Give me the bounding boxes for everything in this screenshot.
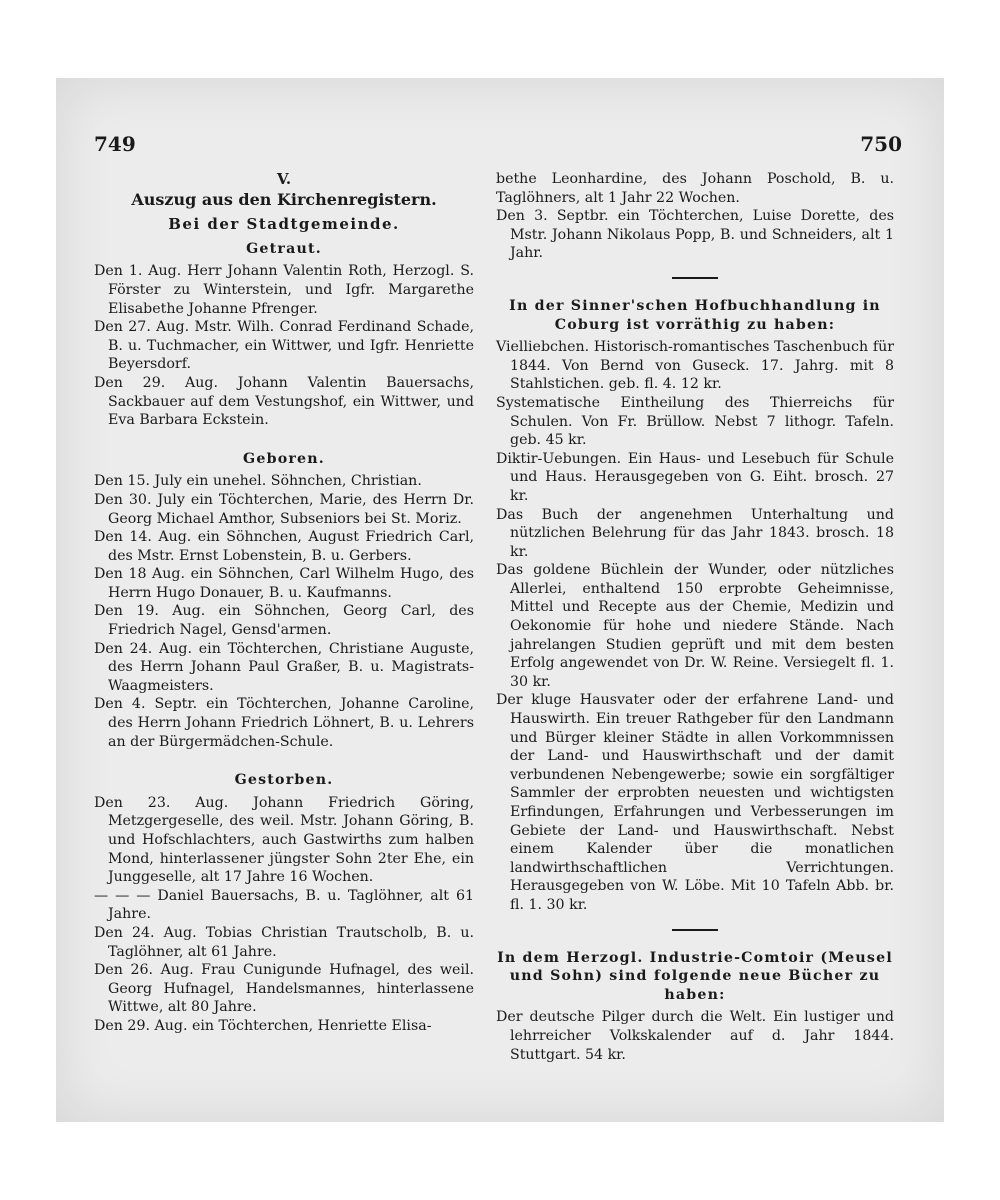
geboren-entry: Den 24. Aug. ein Töchterchen, Christiane Auguste, des Herrn Johann Paul Graßer, B. u. Magistrats-Waagmeisters. [94,640,474,694]
subtitle: Bei der Stadtgemeinde. [168,215,400,234]
divider [672,277,718,279]
getraut-entry: Den 27. Aug. Mstr. Wilh. Conrad Ferdinand Schade, B. u. Tuchmacher, ein Wittwer, und Igfr. Henriette Beyersdorf. [94,319,474,373]
section-number: V. [276,170,292,188]
book-listing: Der deutsche Pilger durch die Welt. Ein lustiger und lehrreicher Volkskalender auf d. Jahr 1844. Stuttgart. 54 kr. [496,1009,894,1063]
page-number-left: 749 [94,132,136,156]
page-title: Auszug aus den Kirchenregistern. [131,189,437,209]
ad-heading-hofbuchhandlung: In der Sinner'schen Hofbuchhandlung in Coburg ist vorräthig zu haben: [509,297,881,333]
gestorben-entry: — — — Daniel Bauersachs, B. u. Taglöhner, alt 61 Jahre. [94,887,474,923]
scanned-page-spread [56,78,944,1122]
geboren-entry: Den 18 Aug. ein Söhnchen, Carl Wilhelm Hugo, des Herrn Hugo Donauer, B. u. Kaufmanns. [94,566,474,601]
geboren-heading: Geboren. [243,450,325,467]
right-column [496,170,894,1064]
continuation-entry: Den 3. Septbr. ein Töchterchen, Luise Dorette, des Mstr. Johann Nikolaus Popp, B. und Schneiders, alt 1 Jahr. [496,208,894,262]
book-listing: Der kluge Hausvater oder der erfahrene Land- und Hauswirth. Ein treuer Rathgeber für den Landmann und Bürger kleiner Städte in allen Vorkommnissen der Land- und Hauswirthschaft und der damit verbundenen Nebengewerbe; sowie ein sorgfältiger Sammler der erprobten neuesten und wichtigsten Erfindungen, Erfahrungen und Verbesserungen im Gebiete der Land- und Hauswirthschaft. Nebst einem Kalender über die monatlichen landwirthschaftlichen Verrichtungen. Herausgegeben von W. Löbe. Mit 10 Tafeln Abb. br. fl. 1. 30 kr. [496,692,894,913]
gestorben-entry: Den 26. Aug. Frau Cunigunde Hufnagel, des weil. Georg Hufnagel, Handelsmannes, hinterlassene Wittwe, alt 80 Jahre. [94,962,474,1016]
getraut-entry: Den 29. Aug. Johann Valentin Bauersachs, Sackbauer auf dem Vestungshof, ein Wittwer, und Eva Barbara Eckstein. [94,374,474,429]
geboren-entry: Den 14. Aug. ein Söhnchen, August Friedrich Carl, des Mstr. Ernst Lobenstein, B. u. Gerbers. [94,529,474,564]
geboren-entry: Den 19. Aug. ein Söhnchen, Georg Carl, des Friedrich Nagel, Gensd'armen. [94,603,474,639]
geboren-entry: Den 15. July ein unehel. Söhnchen, Christian. [94,473,422,490]
gestorben-heading: Gestorben. [234,772,334,789]
book-listing: Das goldene Büchlein der Wunder, oder nützliches Allerlei, enthaltend 150 erprobte Geheimnisse, Mittel und Recepte aus der Chemie, Medizin und Oekonomie für hohe und niedere Stände. Nach jahrelangen Studien geprüft und mit dem besten Erfolg angewendet von Dr. W. Reine. Versiegelt fl. 1. 30 kr. [496,562,894,690]
gestorben-entry: Den 23. Aug. Johann Friedrich Göring, Metzgergeselle, des weil. Mstr. Johann Göring, B. und Hofschlachters, auch Gastwirths zum halben Mond, hinterlassener jüngster Sohn 2ter Ehe, ein Junggeselle, alt 17 Jahre 16 Wochen. [94,794,474,886]
book-listing: Diktir-Uebungen. Ein Haus- und Lesebuch für Schule und Haus. Herausgegeben von G. Eiht. brosch. 27 kr. [496,450,894,504]
gestorben-entry: Den 29. Aug. ein Töchterchen, Henriette Elisa- [94,1017,432,1034]
left-column [94,170,474,1036]
gestorben-entry: Den 24. Aug. Tobias Christian Trautscholb, B. u. Taglöhner, alt 61 Jahre. [94,924,474,960]
getraut-heading: Getraut. [246,240,322,257]
page-number-right: 750 [860,132,902,156]
geboren-entry: Den 30. July ein Töchterchen, Marie, des Herrn Dr. Georg Michael Amthor, Subseniors bei St. Moriz. [94,491,474,527]
getraut-entry: Den 1. Aug. Herr Johann Valentin Roth, Herzogl. S. Förster zu Winterstein, und Igfr. Margarethe Elisabethe Johanne Pfrenger. [94,263,474,317]
divider [672,929,718,931]
book-listing: Systematische Eintheilung des Thierreichs für Schulen. Von Fr. Brüllow. Nebst 7 lithogr. Tafeln. geb. 45 kr. [496,394,894,449]
book-listing: Das Buch der angenehmen Unterhaltung und nützlichen Belehrung für das Jahr 1843. brosch. 18 kr. [496,506,894,560]
continuation-entry: bethe Leonhardine, des Johann Poschold, B. u. Taglöhners, alt 1 Jahr 22 Wochen. [496,171,894,206]
ad-heading-industrie-comtoir: In dem Herzogl. Industrie-Comtoir (Meusel und Sohn) sind folgende neue Bücher zu haben: [497,949,893,1003]
geboren-entry: Den 4. Septr. ein Töchterchen, Johanne Caroline, des Herrn Johann Friedrich Löhnert, B. u. Lehrers an der Bürgermädchen-Schule. [94,696,474,750]
book-listing: Vielliebchen. Historisch-romantisches Taschenbuch für 1844. Von Bernd von Guseck. 17. Jahrg. mit 8 Stahlstichen. geb. fl. 4. 12 kr. [496,339,894,393]
